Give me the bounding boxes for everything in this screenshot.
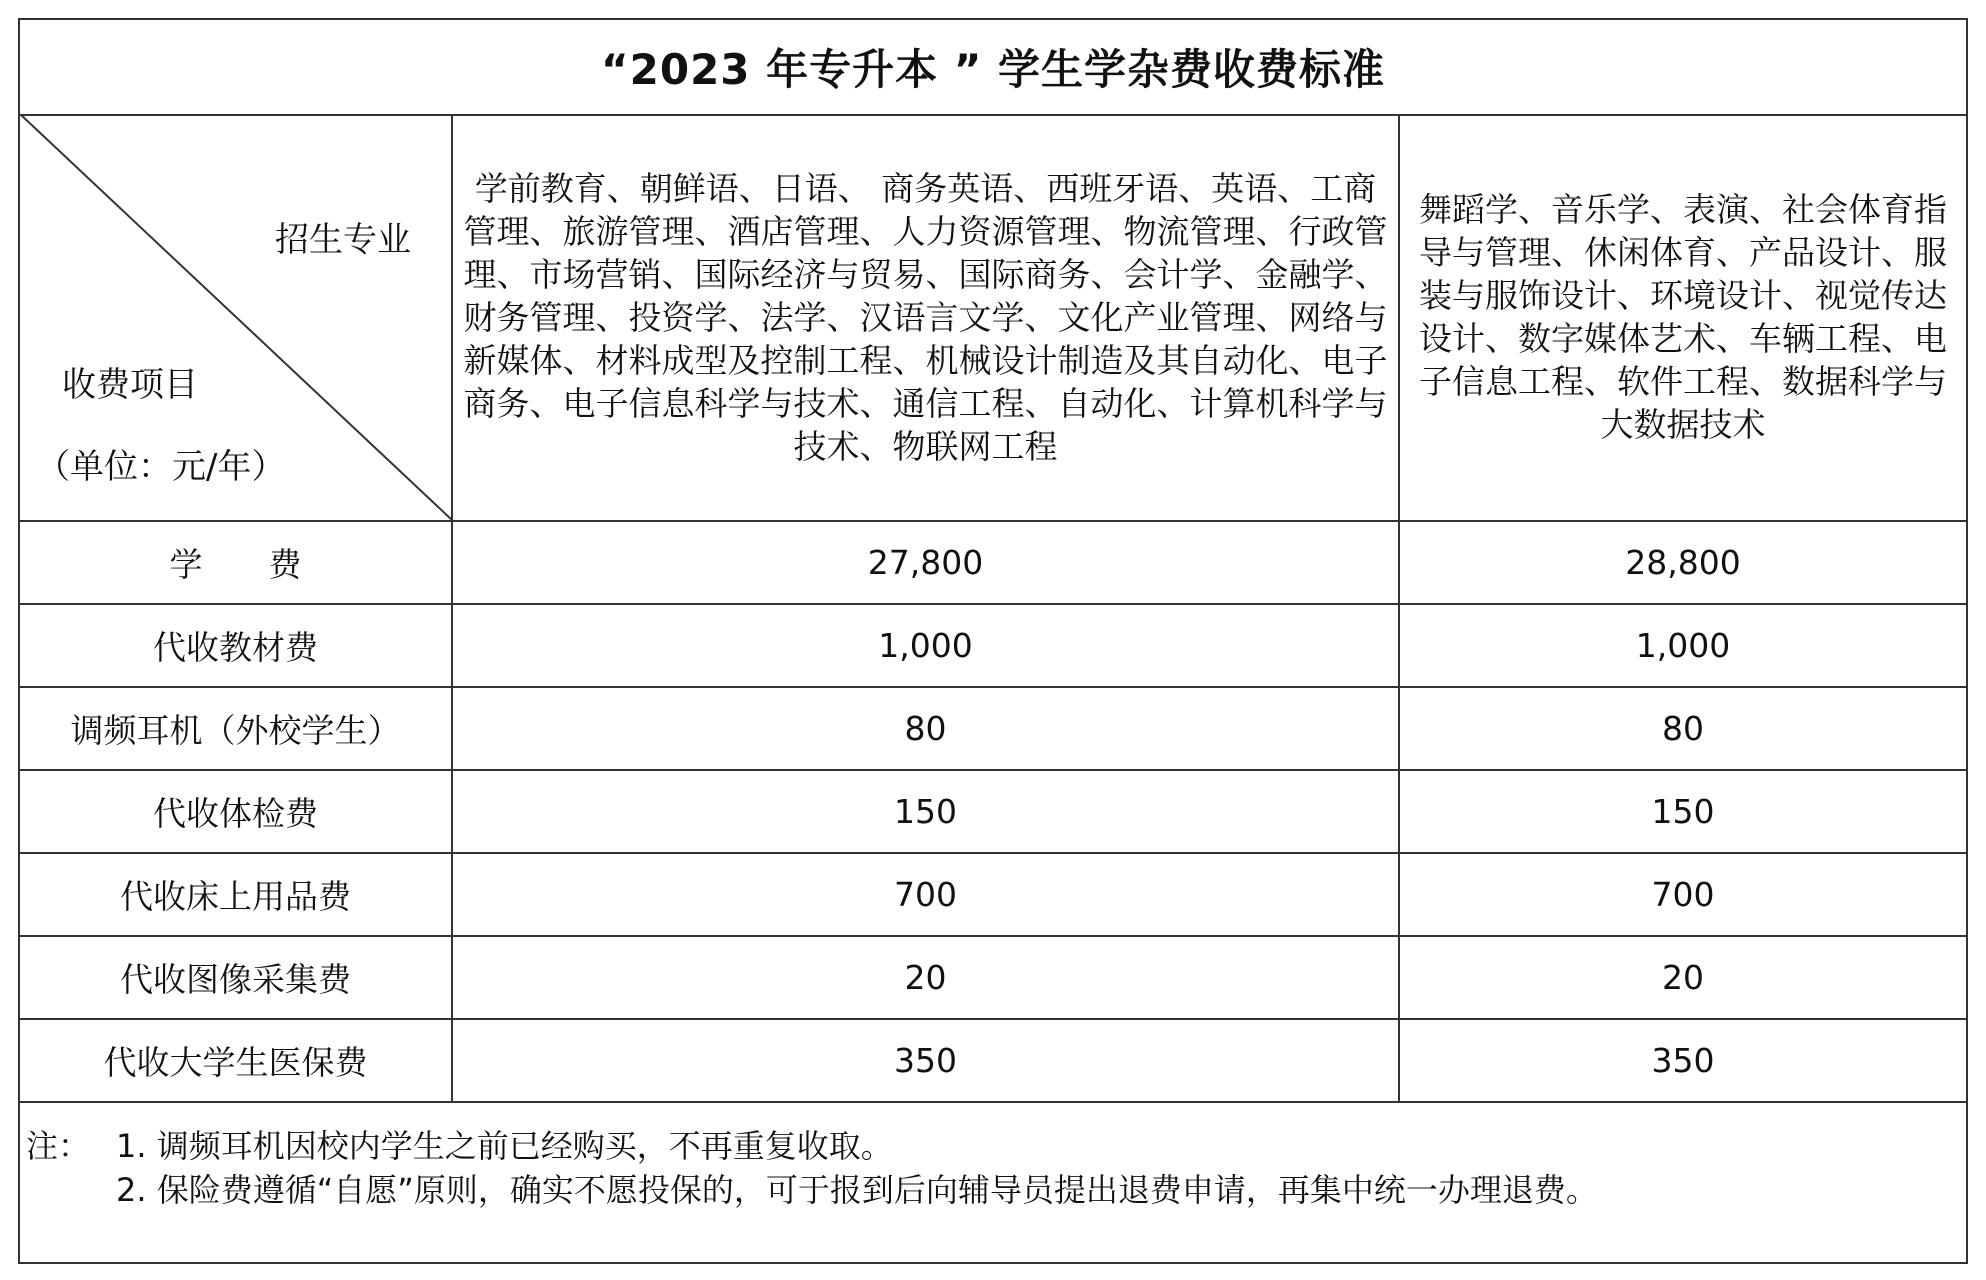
table-row xyxy=(20,853,1966,936)
corner-cell xyxy=(20,114,452,521)
page-title: “2023 年专升本 ” 学生学杂费收费标准 xyxy=(20,20,1966,116)
fee-item: 代收教材费 xyxy=(20,604,452,687)
fee-a: 27,800 xyxy=(452,521,1399,604)
fee-a: 80 xyxy=(452,687,1399,770)
fee-item: 代收床上用品费 xyxy=(20,853,452,936)
fee-item: 代收体检费 xyxy=(20,770,452,853)
corner-unit-text: （单位：元/年） xyxy=(36,447,286,487)
table-row xyxy=(20,1019,1966,1102)
fee-b: 20 xyxy=(1399,936,1966,1019)
table-header-row xyxy=(20,114,1966,521)
table-row xyxy=(20,604,1966,687)
corner-item-text: 收费项目 xyxy=(62,365,198,405)
fee-table xyxy=(20,114,1966,1103)
fee-a: 150 xyxy=(452,770,1399,853)
corner-major-label: 招生专业 xyxy=(275,220,411,260)
fee-item: 代收图像采集费 xyxy=(20,936,452,1019)
fee-b: 700 xyxy=(1399,853,1966,936)
note-line-2: 2. 保险费遵循“自愿”原则，确实不愿投保的，可于报到后向辅导员提出退费申请，再集中统一办理退费。 xyxy=(116,1171,1598,1209)
fee-b: 1,000 xyxy=(1399,604,1966,687)
majors-group-a: 学前教育、朝鲜语、日语、 商务英语、西班牙语、英语、工商管理、旅游管理、酒店管理、人力资源管理、物流管理、行政管理、市场营销、国际经济与贸易、国际商务、会计学、金融学、财务管理、投资学、法学、汉语言文学、文化产业管理、网络与新媒体、材料成型及控制工程、机械设计制造及其自动化、电子商务、电子信息科学与技术、通信工程、自动化、计算机科学与技术、物联网工程 xyxy=(452,114,1399,521)
fee-b: 80 xyxy=(1399,687,1966,770)
fee-item: 调频耳机（外校学生） xyxy=(20,687,452,770)
table-row xyxy=(20,770,1966,853)
table-row xyxy=(20,521,1966,604)
fee-b: 350 xyxy=(1399,1019,1966,1102)
table-row xyxy=(20,936,1966,1019)
fee-sheet xyxy=(18,18,1968,1264)
fee-a: 1,000 xyxy=(452,604,1399,687)
table-row xyxy=(20,687,1966,770)
majors-group-b: 舞蹈学、音乐学、表演、社会体育指导与管理、休闲体育、产品设计、服装与服饰设计、环境设计、视觉传达设计、数字媒体艺术、车辆工程、电子信息工程、软件工程、数据科学与大数据技术 xyxy=(1399,114,1966,521)
notes-label: 注： xyxy=(26,1127,91,1165)
corner-item-label xyxy=(36,344,286,508)
fee-item: 代收大学生医保费 xyxy=(20,1019,452,1102)
fee-a: 20 xyxy=(452,936,1399,1019)
fee-a: 700 xyxy=(452,853,1399,936)
fee-b: 150 xyxy=(1399,770,1966,853)
note-line-1: 1. 调频耳机因校内学生之前已经购买，不再重复收取。 xyxy=(116,1127,893,1165)
fee-a: 350 xyxy=(452,1019,1399,1102)
fee-item: 学 费 xyxy=(20,521,452,604)
fee-b: 28,800 xyxy=(1399,521,1966,604)
